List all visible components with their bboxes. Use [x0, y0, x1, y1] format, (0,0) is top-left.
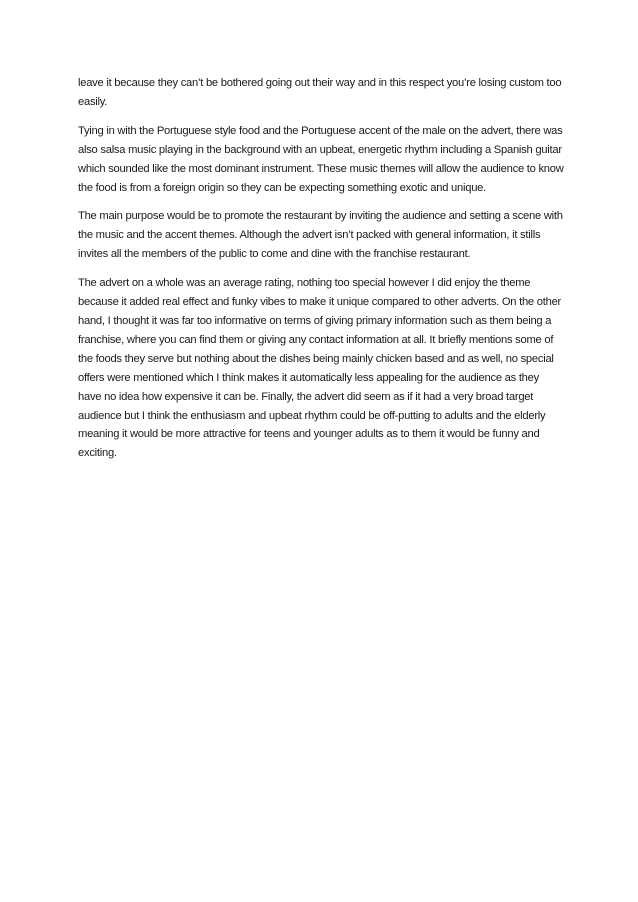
document-body — [78, 74, 564, 473]
paragraph-2: Tying in with the Portuguese style food and the Portuguese accent of the male on the advert, there was also salsa music playing in the background with an upbeat, energetic rhythm including a Spanish guitar which sounded like the most dominant instrument. These music themes will allow the audience to know the food is from a foreign origin so they can be expecting something exotic and unique. — [78, 124, 564, 194]
paragraph-1: leave it because they can’t be bothered going out their way and in this respect you’re losing custom too easily. — [78, 77, 562, 108]
paragraph-3: The main purpose would be to promote the restaurant by inviting the audience and setting a scene with the music and the accent themes. Although the advert isn’t packed with general information, it stills invites all the members of the public to come and dine with the franchise restaurant. — [78, 210, 563, 261]
paragraph-4: The advert on a whole was an average rating, nothing too special however I did enjoy the theme because it added real effect and funky vibes to make it unique compared to other adverts. On the other hand, I thought it was far too informative on terms of giving primary information such as them being a franchise, where you can find them or giving any contact information at all. It briefly mentions some of the foods they serve but nothing about the dishes being mainly chicken based and as well, no special offers were mentioned which I think makes it automatically less appealing for the audience as they have no idea how expensive it can be. Finally, the advert did seem as if it had a very broad target audience but I think the enthusiasm and upbeat rhythm could be off-putting to adults and the elderly meaning it would be more attractive for teens and younger adults as to them it would be funny and exciting. — [78, 277, 562, 460]
